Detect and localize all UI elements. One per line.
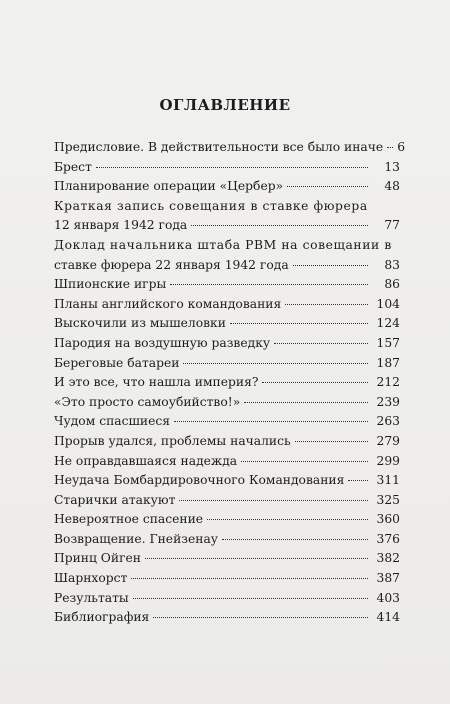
dot-leader [174,421,368,422]
toc-entry-page: 239 [376,394,400,409]
toc-entry-line2 [54,256,400,276]
toc-entry-page: 299 [376,453,400,468]
dot-leader [131,578,368,579]
toc-entry-title: Планы английского командования [54,296,282,311]
toc-entry-title: Береговые батареи [54,355,180,370]
toc-entry-page: 6 [397,140,406,154]
dot-leader [145,558,368,559]
toc-entry-line2 [54,216,400,236]
dot-leader [348,480,368,481]
toc-entry-title: Не оправдавшаяся надежда [54,453,238,468]
toc-entry-page: 104 [376,296,400,311]
toc-entry-title: Планирование операции «Цербер» [54,179,284,194]
dot-leader [285,304,368,305]
dot-leader [287,186,368,187]
dot-leader [230,323,368,324]
dot-leader [191,225,368,226]
toc-entry [54,138,406,158]
toc-entry-page: 77 [384,218,400,233]
dot-leader [170,284,368,285]
toc-entry [54,158,400,178]
toc-entry-title-line1: Доклад начальника штаба РВМ на совещании в [54,237,392,252]
toc-entry [54,295,400,315]
toc-entry-title-line2: 12 января 1942 года [54,218,188,233]
dot-leader [241,461,368,462]
toc-entry [54,354,400,374]
toc-entry-title: Неудача Бомбардировочного Командования [54,473,345,488]
toc-entry-title: И это все, что нашла империя? [54,375,259,390]
toc-entry-title: Пародия на воздушную разведку [54,335,271,350]
toc-entry [54,471,400,491]
dot-leader [153,617,368,618]
toc-entry [54,569,400,589]
toc-entry-title: Чудом спасшиеся [54,414,171,429]
page-title: ОГЛАВЛЕНИЕ [159,96,291,114]
toc-entry [54,373,400,393]
toc-entry-title: Шарнхорст [54,571,128,586]
toc-entry-title: Прорыв удался, проблемы начались [54,433,291,448]
toc-entry-page: 124 [376,316,400,331]
toc-entry [54,412,400,432]
toc-entry-page: 414 [376,610,400,625]
toc-entry-page: 382 [376,551,400,566]
toc-entry-page: 387 [376,571,400,586]
toc-entry-title: Выскочили из мышеловки [54,316,226,331]
toc-entry-title: «Это просто самоубийство!» [54,394,241,409]
toc-entry [54,236,400,275]
dot-leader [293,265,368,266]
dot-leader [274,343,368,344]
toc-entry [54,334,400,354]
toc-entry [54,177,400,197]
dot-leader [179,500,368,501]
toc-entry-page: 311 [376,473,400,488]
toc-entry-title: Невероятное спасение [54,512,204,527]
toc-entry [54,275,400,295]
toc-entry-title: Предисловие. В действительности все было иначе [54,140,384,154]
toc-entry-page: 360 [376,512,400,527]
dot-leader [183,363,368,364]
toc-entry-title: Возвращение. Гнейзенау [54,531,219,546]
toc-entry [54,608,400,628]
toc-entry-page: 376 [376,531,400,546]
table-of-contents [54,138,406,628]
dot-leader [222,539,368,540]
dot-leader [295,441,368,442]
toc-entry [54,197,400,236]
toc-entry-page: 325 [376,492,400,507]
toc-entry-page: 279 [376,433,400,448]
toc-entry-page: 263 [376,414,400,429]
toc-entry [54,452,400,472]
toc-entry [54,314,400,334]
toc-entry-title: Принц Ойген [54,551,141,566]
dot-leader [133,598,368,599]
toc-entry [54,510,400,530]
toc-entry [54,589,400,609]
toc-entry-title: Старички атакуют [54,492,176,507]
toc-entry-page: 86 [384,277,400,292]
toc-entry-page: 212 [376,375,400,390]
toc-entry-title-line2: ставке фюрера 22 января 1942 года [54,257,289,272]
toc-entry [54,491,400,511]
dot-leader [244,402,368,403]
toc-entry [54,530,400,550]
toc-entry-page: 83 [384,257,400,272]
dot-leader [387,147,393,148]
toc-entry-title: Шпионские игры [54,277,167,292]
toc-entry-title: Библиография [54,610,150,625]
dot-leader [96,167,368,168]
toc-entry-page: 403 [376,590,400,605]
toc-entry [54,432,400,452]
toc-entry-title: Брест [54,159,92,174]
toc-entry-title-line1: Краткая запись совещания в ставке фюрера [54,198,368,213]
toc-entry-page: 48 [384,179,400,194]
toc-entry [54,393,400,413]
dot-leader [262,382,368,383]
toc-entry-title: Результаты [54,590,129,605]
toc-entry-page: 157 [376,335,400,350]
toc-entry-page: 13 [384,159,400,174]
dot-leader [207,519,368,520]
toc-entry [54,549,400,569]
toc-entry-page: 187 [376,355,400,370]
